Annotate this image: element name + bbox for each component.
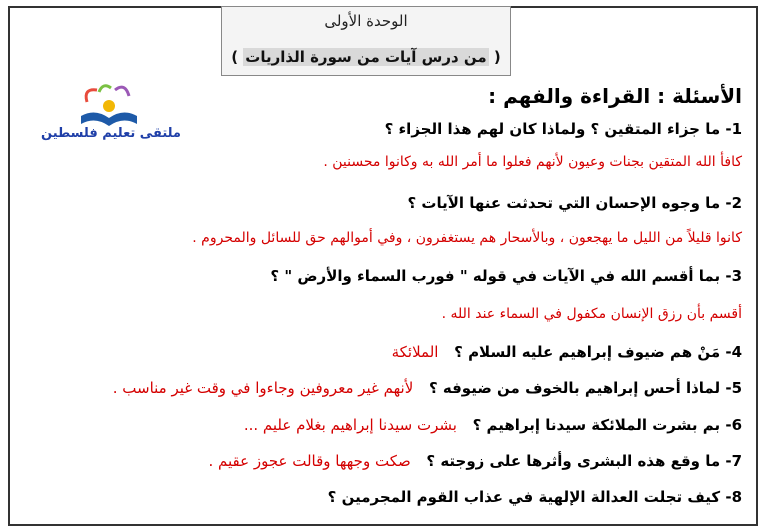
- question-6: [244, 416, 742, 434]
- logo-text: ملتقى تعليم فلسطين: [41, 126, 181, 141]
- answer-4: الملائكة: [391, 343, 439, 361]
- question-3: 3- بما أقسم الله في الآيات في قوله " فورب السماء والأرض " ؟: [270, 267, 742, 285]
- section-title: الأسئلة : القراءة والفهم :: [488, 84, 742, 108]
- answer-6: بشرت سيدنا إبراهيم بغلام عليم ...: [243, 416, 457, 434]
- question-5: [113, 379, 742, 397]
- answer-1: كافأ الله المتقين بجنات وعيون لأنهم فعلوا ما أمر الله به وكانوا محسنين .: [323, 154, 742, 170]
- lesson-close: ): [231, 48, 244, 66]
- question-6-text: 6- بم بشرت الملائكة سيدنا إبراهيم ؟: [472, 416, 742, 434]
- answer-5: لأنهم غير معروفين وجاءوا في وقت غير مناسب .: [112, 379, 414, 397]
- answer-2: كانوا قليلاً من الليل ما يهجعون ، وبالأسحار هم يستغفرون ، وفي أموالهم حق للسائل والمحروم .: [192, 230, 742, 246]
- question-2: 2- ما وجوه الإحسان التي تحدثت عنها الآيات ؟: [407, 194, 742, 212]
- answer-3: أقسم بأن رزق الإنسان مكفول في السماء عند الله .: [441, 306, 742, 322]
- question-7-text: 7- ما وقع هذه البشرى وأثرها على زوجته ؟: [426, 452, 742, 470]
- lesson-name: من درس آيات من سورة الذاريات: [245, 48, 487, 66]
- lesson-title: [221, 48, 511, 66]
- unit-title: الوحدة الأولى: [324, 12, 408, 30]
- question-8: 8- كيف تجلت العدالة الإلهية في عذاب القوم المجرمين ؟: [327, 488, 742, 506]
- question-5-text: 5- لماذا أحس إبراهيم بالخوف من ضيوفه ؟: [428, 379, 742, 397]
- lesson-open: (: [488, 48, 501, 66]
- answer-7: صكت وجهها وقالت عجوز عقيم .: [208, 452, 411, 470]
- question-1: 1- ما جزاء المتقين ؟ ولماذا كان لهم هذا الجزاء ؟: [384, 120, 742, 138]
- question-4-text: 4- مَنْ هم ضيوف إبراهيم عليه السلام ؟: [454, 343, 742, 361]
- question-4: [392, 343, 742, 361]
- question-7: [208, 452, 742, 470]
